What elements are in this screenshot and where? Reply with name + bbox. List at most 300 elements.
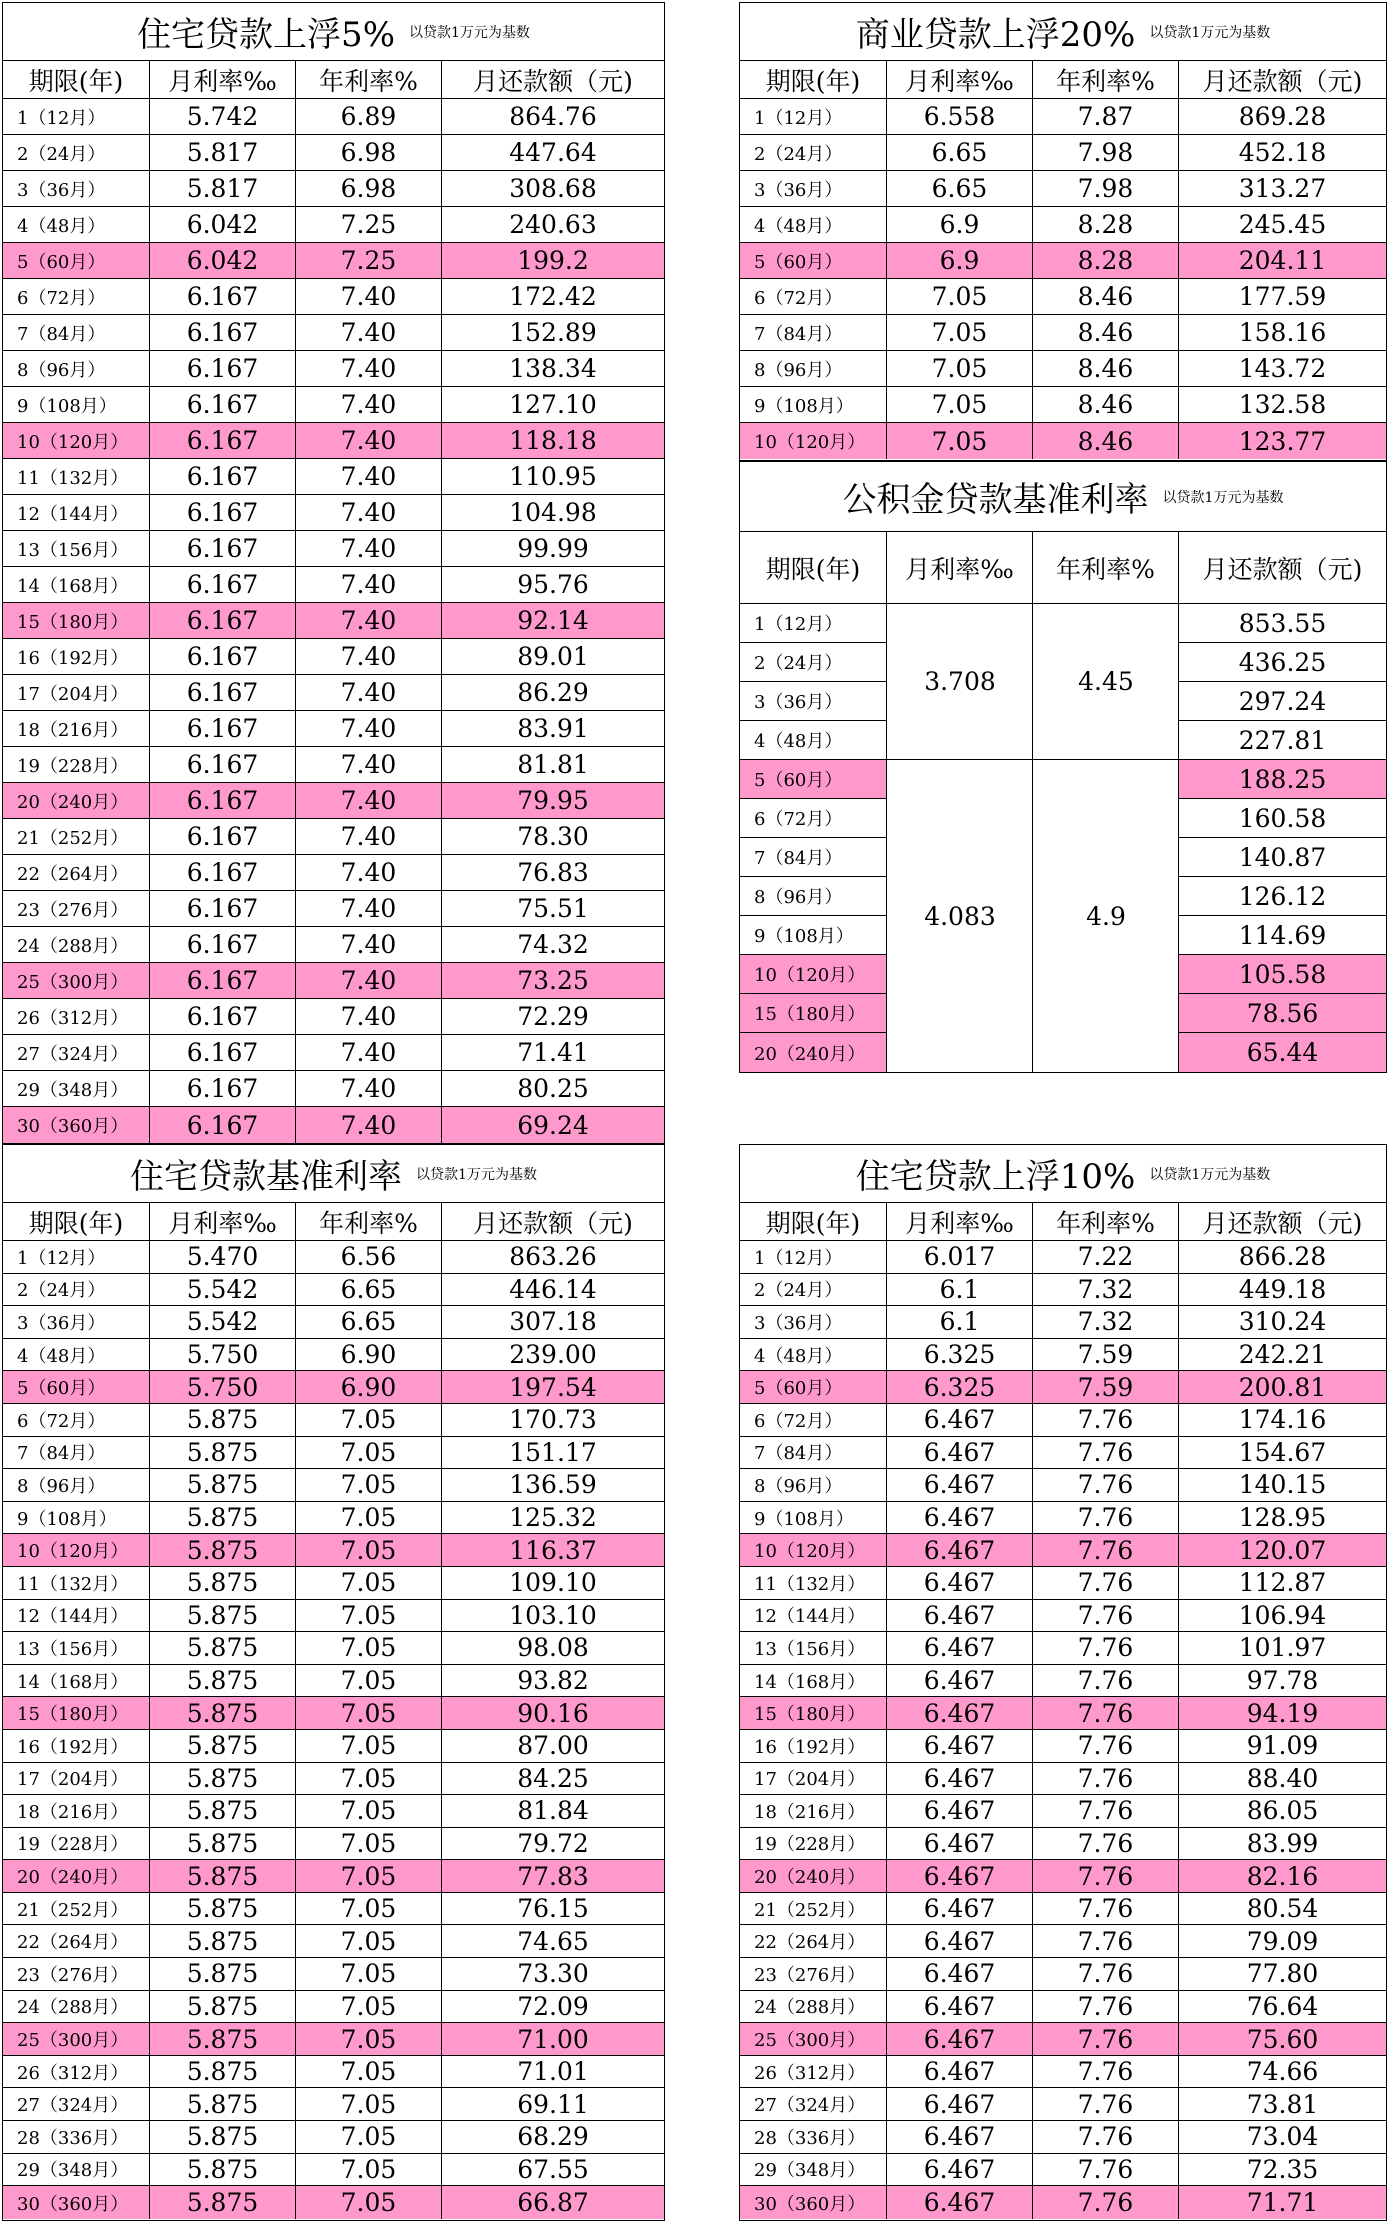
- term-cell: 9（108月）: [3, 387, 150, 422]
- monthly-rate-cell: 6.167: [150, 279, 296, 314]
- monthly-rate-cell: 6.9: [887, 207, 1033, 242]
- annual-rate-cell: 7.40: [296, 711, 442, 746]
- table-row: [3, 819, 664, 855]
- table-row: [740, 2154, 1386, 2187]
- term-cell: 4（48月）: [3, 207, 150, 242]
- term-cell: 9（108月）: [3, 1502, 150, 1534]
- monthly-rate-cell: 6.167: [150, 783, 296, 818]
- term-cell: 6（72月）: [740, 1404, 887, 1436]
- payment-cell: 66.87: [517, 2188, 589, 2218]
- annual-rate-cell: 7.05: [296, 2088, 442, 2120]
- table-row: [740, 1241, 1386, 1274]
- table-row: [740, 2056, 1386, 2089]
- header-row: [3, 1203, 664, 1241]
- header-row: [740, 532, 1386, 604]
- table-row: [740, 1502, 1386, 1535]
- table-row: [3, 279, 664, 315]
- table-row: [3, 891, 664, 927]
- table-title: [3, 3, 664, 61]
- term-cell: 14（168月）: [3, 567, 150, 602]
- annual-rate-cell: 6.65: [296, 1306, 442, 1338]
- payment-cell: 174.16: [1238, 1405, 1327, 1435]
- payment-cell: 86.29: [517, 678, 589, 707]
- term-cell: 3（36月）: [3, 171, 150, 206]
- term-cell: 9（108月）: [740, 1502, 887, 1534]
- table-row: [3, 387, 664, 423]
- payment-cell: 71.71: [1246, 2188, 1319, 2218]
- table-row: [3, 351, 664, 387]
- table-row: [3, 1339, 664, 1372]
- term-cell: 6（72月）: [3, 1404, 150, 1436]
- monthly-rate-cell: 6.167: [150, 459, 296, 494]
- term-cell: 30（360月）: [740, 2186, 887, 2219]
- annual-rate-cell: 7.76: [1033, 1632, 1179, 1664]
- term-cell: 10（120月）: [3, 1534, 150, 1566]
- term-cell: 23（276月）: [3, 891, 150, 926]
- annual-rate-cell: 7.05: [296, 1600, 442, 1632]
- annual-rate-cell: 7.76: [1033, 1763, 1179, 1795]
- payment-cell: 126.12: [1179, 877, 1386, 916]
- monthly-rate-cell: 5.875: [150, 1567, 296, 1599]
- payment-cell: 307.18: [509, 1307, 597, 1337]
- payment-cell: 864.76: [509, 102, 597, 131]
- monthly-rate-cell: 5.875: [150, 1502, 296, 1534]
- term-cell: 7（84月）: [3, 1437, 150, 1469]
- monthly-rate-cell: 5.875: [150, 1730, 296, 1762]
- column-header: 月利率‰: [150, 1203, 296, 1240]
- term-cell: 13（156月）: [3, 1632, 150, 1664]
- payment-cell: 90.16: [517, 1698, 589, 1728]
- table-row: [3, 2088, 664, 2121]
- title-note: 以贷款1万元为基数: [1162, 489, 1284, 506]
- monthly-rate-cell: 5.875: [150, 2121, 296, 2153]
- monthly-rate-cell: 5.875: [150, 1404, 296, 1436]
- table-row: [3, 2186, 664, 2219]
- column-header: 月还款额（元): [1202, 554, 1363, 584]
- payment-cell: 106.94: [1238, 1600, 1327, 1630]
- payment-cell: 297.24: [1179, 682, 1386, 721]
- payment-cell: 92.14: [517, 606, 589, 635]
- table-row: [3, 531, 664, 567]
- table-row: [3, 207, 664, 243]
- header-row: [740, 61, 1386, 99]
- header-row: [3, 61, 664, 99]
- column-header: 月利率‰: [887, 1203, 1033, 1240]
- payment-cell: 140.87: [1179, 838, 1386, 877]
- annual-rate-cell: 8.28: [1033, 207, 1179, 242]
- payment-cell: 120.07: [1238, 1535, 1327, 1565]
- table-row: [3, 1404, 664, 1437]
- table-row: [740, 1371, 1386, 1404]
- term-cell: 3（36月）: [740, 1306, 887, 1338]
- term-cell: 2（24月）: [740, 1274, 887, 1306]
- annual-rate-cell: 7.76: [1033, 1730, 1179, 1762]
- header-row: [740, 1203, 1386, 1241]
- term-cell: 14（168月）: [3, 1665, 150, 1697]
- table-row: [3, 1371, 664, 1404]
- payment-cell: 71.01: [517, 2057, 589, 2087]
- annual-rate-cell: 7.59: [1033, 1339, 1179, 1371]
- payment-cell: 67.55: [517, 2154, 589, 2184]
- payment-cell: 869.28: [1238, 102, 1327, 131]
- term-cell: 14（168月）: [740, 1665, 887, 1697]
- column-header: 期限(年): [3, 1203, 150, 1240]
- term-cell: 3（36月）: [740, 682, 887, 721]
- term-cell: 23（276月）: [3, 1958, 150, 1990]
- table-row: [740, 1860, 1386, 1893]
- term-cell: 12（144月）: [740, 1600, 887, 1632]
- term-cell: 27（324月）: [740, 2088, 887, 2120]
- payment-cell: 84.25: [517, 1763, 589, 1793]
- annual-rate-cell: 7.05: [296, 2154, 442, 2186]
- table-row: [3, 711, 664, 747]
- monthly-rate-cell: 6.042: [150, 207, 296, 242]
- term-cell: 11（132月）: [3, 459, 150, 494]
- table-row: [740, 1437, 1386, 1470]
- table-row: [3, 2056, 664, 2089]
- annual-rate-cell: 7.76: [1033, 2056, 1179, 2088]
- monthly-rate-cell: 5.875: [150, 1437, 296, 1469]
- term-cell: 24（288月）: [3, 1991, 150, 2023]
- term-cell: 11（132月）: [3, 1567, 150, 1599]
- payment-cell: 170.73: [509, 1405, 597, 1435]
- monthly-rate-cell: 6.167: [150, 315, 296, 350]
- annual-rate-cell: 7.76: [1033, 1502, 1179, 1534]
- table-row: [3, 1763, 664, 1796]
- table-row: [3, 783, 664, 819]
- annual-rate-cell: 7.40: [296, 999, 442, 1034]
- table-row: [3, 1925, 664, 1958]
- payment-cell: 452.18: [1238, 138, 1327, 167]
- table-row: [740, 423, 1386, 459]
- payment-cell: 123.77: [1238, 426, 1327, 456]
- annual-rate-cell: 7.98: [1033, 135, 1179, 170]
- annual-rate-cell: 7.40: [296, 531, 442, 566]
- monthly-rate-cell: 7.05: [887, 387, 1033, 422]
- monthly-rate-cell: 6.467: [887, 1600, 1033, 1632]
- term-cell: 17（204月）: [3, 1763, 150, 1795]
- payment-cell: 151.17: [509, 1437, 597, 1467]
- payment-cell: 73.30: [517, 1959, 589, 1989]
- monthly-rate-cell: 6.467: [887, 1697, 1033, 1729]
- monthly-rate-cell: 6.167: [150, 639, 296, 674]
- annual-rate-cell: 7.76: [1033, 1893, 1179, 1925]
- table-row: [3, 675, 664, 711]
- annual-rate-cell: 7.32: [1033, 1306, 1179, 1338]
- annual-rate-cell: 7.05: [296, 1991, 442, 2023]
- annual-rate-cell: 8.46: [1033, 351, 1179, 386]
- annual-rate-cell: 7.25: [296, 207, 442, 242]
- annual-rate-cell: 7.76: [1033, 2121, 1179, 2153]
- term-cell: 26（312月）: [3, 2056, 150, 2088]
- table-row: [3, 1469, 664, 1502]
- column-header: 年利率%: [296, 61, 442, 98]
- term-cell: 6（72月）: [740, 799, 887, 838]
- payment-cell: 308.68: [509, 174, 597, 203]
- payment-cell: 78.56: [1179, 994, 1386, 1033]
- monthly-rate-cell: 6.467: [887, 1632, 1033, 1664]
- term-cell: 1（12月）: [740, 604, 887, 643]
- term-cell: 18（216月）: [3, 711, 150, 746]
- grid-line: [1178, 604, 1179, 1072]
- term-cell: 15（180月）: [3, 1697, 150, 1729]
- monthly-rate-cell: 6.65: [887, 171, 1033, 206]
- table-row: [3, 1274, 664, 1307]
- monthly-rate-cell: 6.467: [887, 2121, 1033, 2153]
- monthly-rate-cell: 6.167: [150, 567, 296, 602]
- annual-rate-cell: 8.46: [1033, 279, 1179, 314]
- annual-rate-cell: 7.40: [296, 423, 442, 458]
- title-note: 以贷款1万元为基数: [1149, 24, 1271, 41]
- annual-rate-cell: 7.05: [296, 1958, 442, 1990]
- table-row: [740, 1534, 1386, 1567]
- payment-cell: 82.16: [1246, 1861, 1319, 1891]
- table-row: [740, 279, 1386, 315]
- annual-rate-cell: 6.89: [296, 99, 442, 134]
- payment-cell: 75.60: [1246, 2024, 1319, 2054]
- term-cell: 26（312月）: [740, 2056, 887, 2088]
- term-cell: 13（156月）: [3, 531, 150, 566]
- monthly-rate-cell: 5.875: [150, 1534, 296, 1566]
- monthly-rate-cell: 6.167: [150, 675, 296, 710]
- annual-rate-cell: 4.9: [1086, 901, 1126, 931]
- monthly-rate-cell: 5.875: [150, 1925, 296, 1957]
- payment-cell: 69.11: [517, 2089, 589, 2119]
- term-cell: 25（300月）: [740, 2023, 887, 2055]
- term-cell: 21（252月）: [740, 1893, 887, 1925]
- annual-rate-cell: 7.76: [1033, 2088, 1179, 2120]
- table-row: [3, 999, 664, 1035]
- table-row: [740, 243, 1386, 279]
- term-cell: 6（72月）: [3, 279, 150, 314]
- monthly-rate-cell: 6.167: [150, 855, 296, 890]
- annual-rate-cell: 7.40: [296, 279, 442, 314]
- table-row: [740, 1469, 1386, 1502]
- column-header: 年利率%: [1033, 61, 1179, 98]
- title-text: 公积金贷款基准利率: [842, 480, 1149, 520]
- monthly-rate-cell: 6.325: [887, 1339, 1033, 1371]
- term-cell: 22（264月）: [3, 1925, 150, 1957]
- monthly-rate-cell: 5.875: [150, 1469, 296, 1501]
- annual-rate-cell: 7.76: [1033, 2186, 1179, 2219]
- term-cell: 5（60月）: [740, 760, 887, 799]
- annual-rate-cell: 7.76: [1033, 2154, 1179, 2186]
- monthly-rate-cell: 6.167: [150, 747, 296, 782]
- table-row: [740, 1306, 1386, 1339]
- term-cell: 5（60月）: [3, 243, 150, 278]
- table-title: [3, 1145, 664, 1203]
- annual-rate-cell: 7.05: [296, 2056, 442, 2088]
- table-row: [740, 1828, 1386, 1861]
- monthly-rate-cell: 6.467: [887, 1665, 1033, 1697]
- annual-rate-cell: 7.76: [1033, 1958, 1179, 1990]
- annual-rate-cell: 7.40: [296, 783, 442, 818]
- annual-rate-cell: 7.40: [296, 1071, 442, 1106]
- payment-cell: 128.95: [1238, 1503, 1327, 1533]
- annual-rate-cell: 7.40: [296, 1035, 442, 1070]
- monthly-rate-cell: 6.467: [887, 2056, 1033, 2088]
- table-row: [3, 567, 664, 603]
- table-row: [740, 2186, 1386, 2219]
- annual-rate-cell: 7.05: [296, 1502, 442, 1534]
- payment-cell: 313.27: [1238, 174, 1327, 203]
- annual-rate-cell: 7.05: [296, 1730, 442, 1762]
- column-header: 月利率‰: [887, 61, 1033, 98]
- annual-rate-cell: 7.76: [1033, 1437, 1179, 1469]
- payment-cell: 72.29: [517, 1002, 589, 1031]
- term-cell: 7（84月）: [740, 315, 887, 350]
- table-row: [740, 1404, 1386, 1437]
- monthly-rate-cell: 6.167: [150, 387, 296, 422]
- annual-rate-cell: 7.05: [296, 1534, 442, 1566]
- table-row: [740, 1567, 1386, 1600]
- annual-rate-cell: 7.32: [1033, 1274, 1179, 1306]
- table-row: [740, 2121, 1386, 2154]
- annual-rate-cell: 7.05: [296, 2023, 442, 2055]
- table-row: [3, 747, 664, 783]
- table-row: [740, 1730, 1386, 1763]
- column-header: 期限(年): [740, 1203, 887, 1240]
- term-cell: 20（240月）: [3, 1860, 150, 1892]
- payment-cell: 242.21: [1238, 1340, 1327, 1370]
- payment-cell: 103.10: [509, 1600, 597, 1630]
- payment-cell: 88.40: [1246, 1763, 1319, 1793]
- column-header: 月还款额（元): [473, 66, 633, 96]
- monthly-rate-cell: 5.875: [150, 1860, 296, 1892]
- annual-rate-cell: 7.05: [296, 1828, 442, 1860]
- payment-cell: 81.81: [517, 750, 589, 779]
- term-cell: 20（240月）: [740, 1033, 887, 1072]
- table-row: [3, 1860, 664, 1893]
- table-row: [740, 171, 1386, 207]
- payment-cell: 140.15: [1238, 1470, 1327, 1500]
- term-cell: 18（216月）: [740, 1795, 887, 1827]
- annual-rate-cell: 7.05: [296, 1437, 442, 1469]
- term-cell: 4（48月）: [740, 207, 887, 242]
- payment-cell: 94.19: [1246, 1698, 1319, 1728]
- table-row: [3, 1665, 664, 1698]
- term-cell: 4（48月）: [3, 1339, 150, 1371]
- payment-cell: 80.25: [517, 1074, 589, 1103]
- payment-cell: 197.54: [509, 1372, 597, 1402]
- annual-rate-column: [1033, 604, 1179, 1072]
- payment-column: [1179, 604, 1386, 1072]
- column-header: 期限(年): [740, 532, 887, 603]
- table-row: [740, 99, 1386, 135]
- monthly-rate-cell: 3.708: [887, 604, 1033, 760]
- column-header: 年利率%: [1033, 1203, 1179, 1240]
- payment-cell: 310.24: [1238, 1307, 1327, 1337]
- term-cell: 21（252月）: [3, 1893, 150, 1925]
- payment-cell: 172.42: [509, 282, 597, 311]
- monthly-rate-cell: 6.467: [887, 1469, 1033, 1501]
- payment-cell: 436.25: [1179, 643, 1386, 682]
- annual-rate-cell: 7.22: [1033, 1241, 1179, 1273]
- annual-rate-cell: 7.25: [296, 243, 442, 278]
- monthly-rate-cell: 6.467: [887, 2088, 1033, 2120]
- monthly-rate-cell: 6.467: [887, 1893, 1033, 1925]
- payment-cell: 73.04: [1246, 2122, 1319, 2152]
- table-residential-plus10: [739, 1144, 1387, 2221]
- monthly-rate-cell: 5.875: [150, 2154, 296, 2186]
- payment-cell: 447.64: [509, 138, 597, 167]
- monthly-rate-cell: 7.05: [887, 423, 1033, 459]
- monthly-rate-cell: 5.875: [150, 1665, 296, 1697]
- annual-rate-cell: 7.59: [1033, 1371, 1179, 1403]
- table-row: [3, 1437, 664, 1470]
- table-row: [740, 2023, 1386, 2056]
- monthly-rate-cell: 6.467: [887, 1958, 1033, 1990]
- monthly-rate-cell: 6.1: [887, 1306, 1033, 1338]
- table-row: [3, 2154, 664, 2187]
- payment-cell: 125.32: [509, 1503, 597, 1533]
- term-cell: 22（264月）: [3, 855, 150, 890]
- annual-rate-cell: 7.76: [1033, 1697, 1179, 1729]
- monthly-rate-cell: 5.875: [150, 1795, 296, 1827]
- payment-cell: 227.81: [1179, 721, 1386, 760]
- monthly-rate-cell: 6.1: [887, 1274, 1033, 1306]
- monthly-rate-cell: 7.05: [887, 279, 1033, 314]
- monthly-rate-cell: 5.742: [150, 99, 296, 134]
- payment-cell: 77.80: [1246, 1959, 1319, 1989]
- table-row: [3, 1795, 664, 1828]
- column-header: 期限(年): [3, 61, 150, 98]
- table-row: [740, 1632, 1386, 1665]
- annual-rate-cell: 7.05: [296, 1893, 442, 1925]
- annual-rate-cell: 6.98: [296, 171, 442, 206]
- payment-cell: 143.72: [1238, 354, 1327, 383]
- annual-rate-cell: 7.05: [296, 2186, 442, 2219]
- term-cell: 3（36月）: [740, 171, 887, 206]
- payment-cell: 449.18: [1238, 1274, 1327, 1304]
- table-row: [3, 171, 664, 207]
- table-row: [3, 315, 664, 351]
- term-cell: 12（144月）: [3, 495, 150, 530]
- monthly-rate-cell: 6.167: [150, 531, 296, 566]
- payment-cell: 114.69: [1179, 916, 1386, 955]
- annual-rate-cell: 7.40: [296, 639, 442, 674]
- term-cell: 16（192月）: [740, 1730, 887, 1762]
- table-row: [3, 423, 664, 459]
- monthly-rate-cell: 5.542: [150, 1274, 296, 1306]
- table-row: [740, 1339, 1386, 1372]
- term-cell: 2（24月）: [3, 135, 150, 170]
- term-cell: 2（24月）: [3, 1274, 150, 1306]
- table-row: [3, 99, 664, 135]
- monthly-rate-cell: 6.467: [887, 1925, 1033, 1957]
- term-cell: 13（156月）: [740, 1632, 887, 1664]
- table-row: [740, 1274, 1386, 1307]
- annual-rate-cell: 7.05: [296, 1697, 442, 1729]
- monthly-rate-cell: 5.817: [150, 171, 296, 206]
- annual-rate-cell: 7.05: [296, 1763, 442, 1795]
- term-cell: 30（360月）: [3, 2186, 150, 2219]
- annual-rate-cell: 7.76: [1033, 1860, 1179, 1892]
- payment-cell: 110.95: [509, 462, 597, 491]
- table-row: [740, 1795, 1386, 1828]
- payment-cell: 93.82: [517, 1666, 589, 1696]
- term-cell: 1（12月）: [740, 99, 887, 134]
- term-cell: 19（228月）: [3, 1828, 150, 1860]
- payment-cell: 83.99: [1246, 1828, 1319, 1858]
- annual-rate-cell: 6.65: [296, 1274, 442, 1306]
- payment-cell: 87.00: [517, 1731, 589, 1761]
- monthly-rate-cell: 6.467: [887, 2023, 1033, 2055]
- term-cell: 16（192月）: [3, 1730, 150, 1762]
- monthly-rate-cell: 6.042: [150, 243, 296, 278]
- payment-cell: 78.30: [517, 822, 589, 851]
- table-residential-plus5: [2, 2, 665, 1144]
